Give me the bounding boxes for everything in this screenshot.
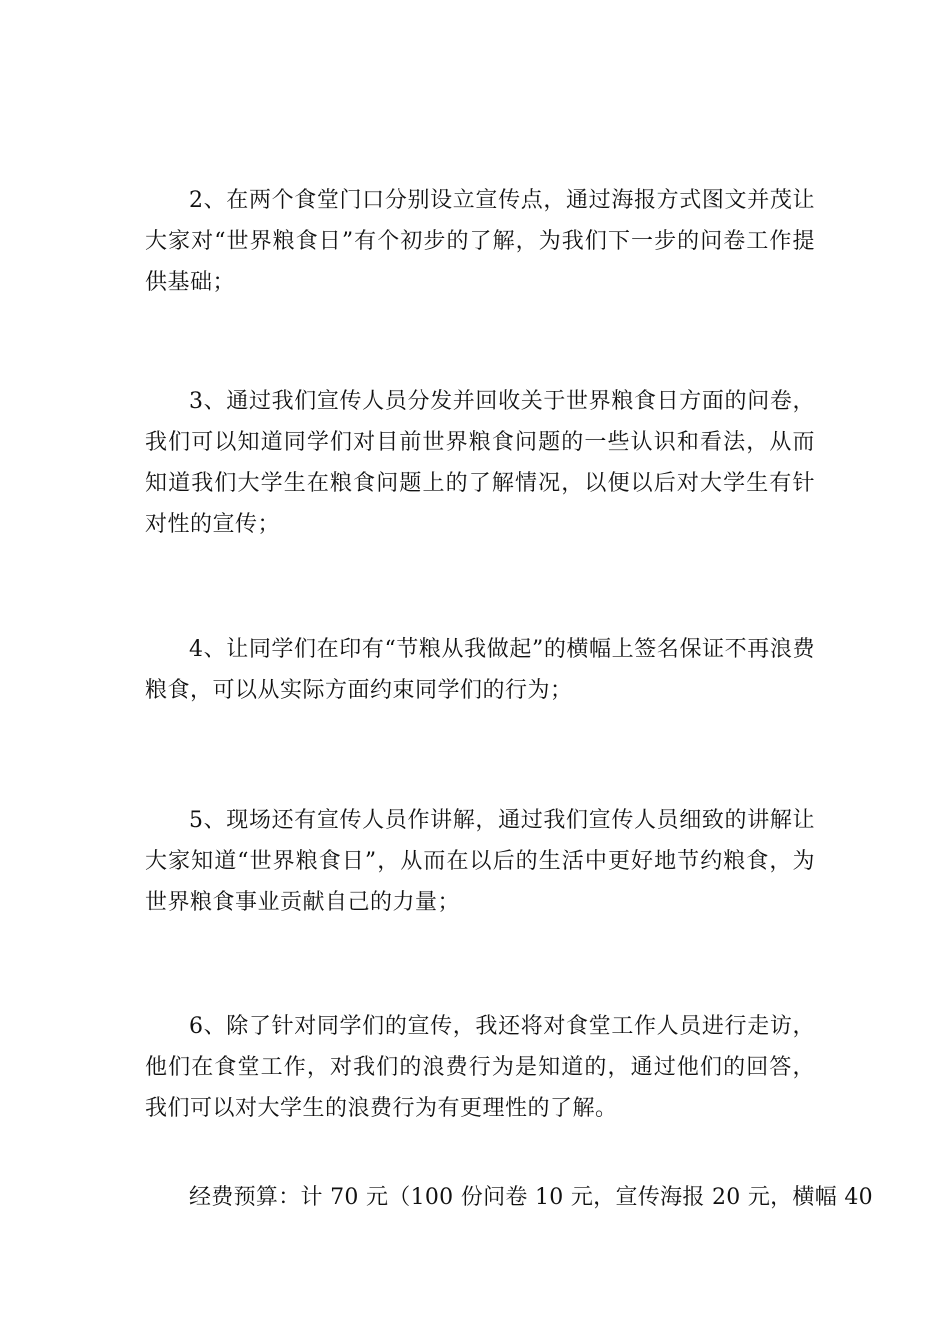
paragraph-item-3: 3、通过我们宣传人员分发并回收关于世界粮食日方面的问卷，我们可以知道同学们对目前世界粮食问题的一些认识和看法，从而知道我们大学生在粮食问题上的了解情况，以便以后对大学生有针对性的宣传； [145, 389, 815, 537]
paragraph-item-5: 5、现场还有宣传人员作讲解，通过我们宣传人员细致的讲解让大家知道“世界粮食日”，从而在以后的生活中更好地节约粮食，为世界粮食事业贡献自己的力量； [145, 808, 815, 915]
paragraph-item-6: 6、除了针对同学们的宣传，我还将对食堂工作人员进行走访，他们在食堂工作，对我们的浪费行为是知道的，通过他们的回答，我们可以对大学生的浪费行为有更理性的了解。 [145, 1014, 815, 1121]
budget-paragraph: 经费预算：计 70 元（100 份问卷 10 元，宣传海报 20 元，横幅 40 [189, 1185, 873, 1210]
paragraph-item-2: 2、在两个食堂门口分别设立宣传点，通过海报方式图文并茂让大家对“世界粮食日”有个初步的了解，为我们下一步的问卷工作提供基础； [145, 188, 815, 295]
paragraph-item-4: 4、让同学们在印有“节粮从我做起”的横幅上签名保证不再浪费粮食，可以从实际方面约束同学们的行为； [145, 637, 815, 703]
